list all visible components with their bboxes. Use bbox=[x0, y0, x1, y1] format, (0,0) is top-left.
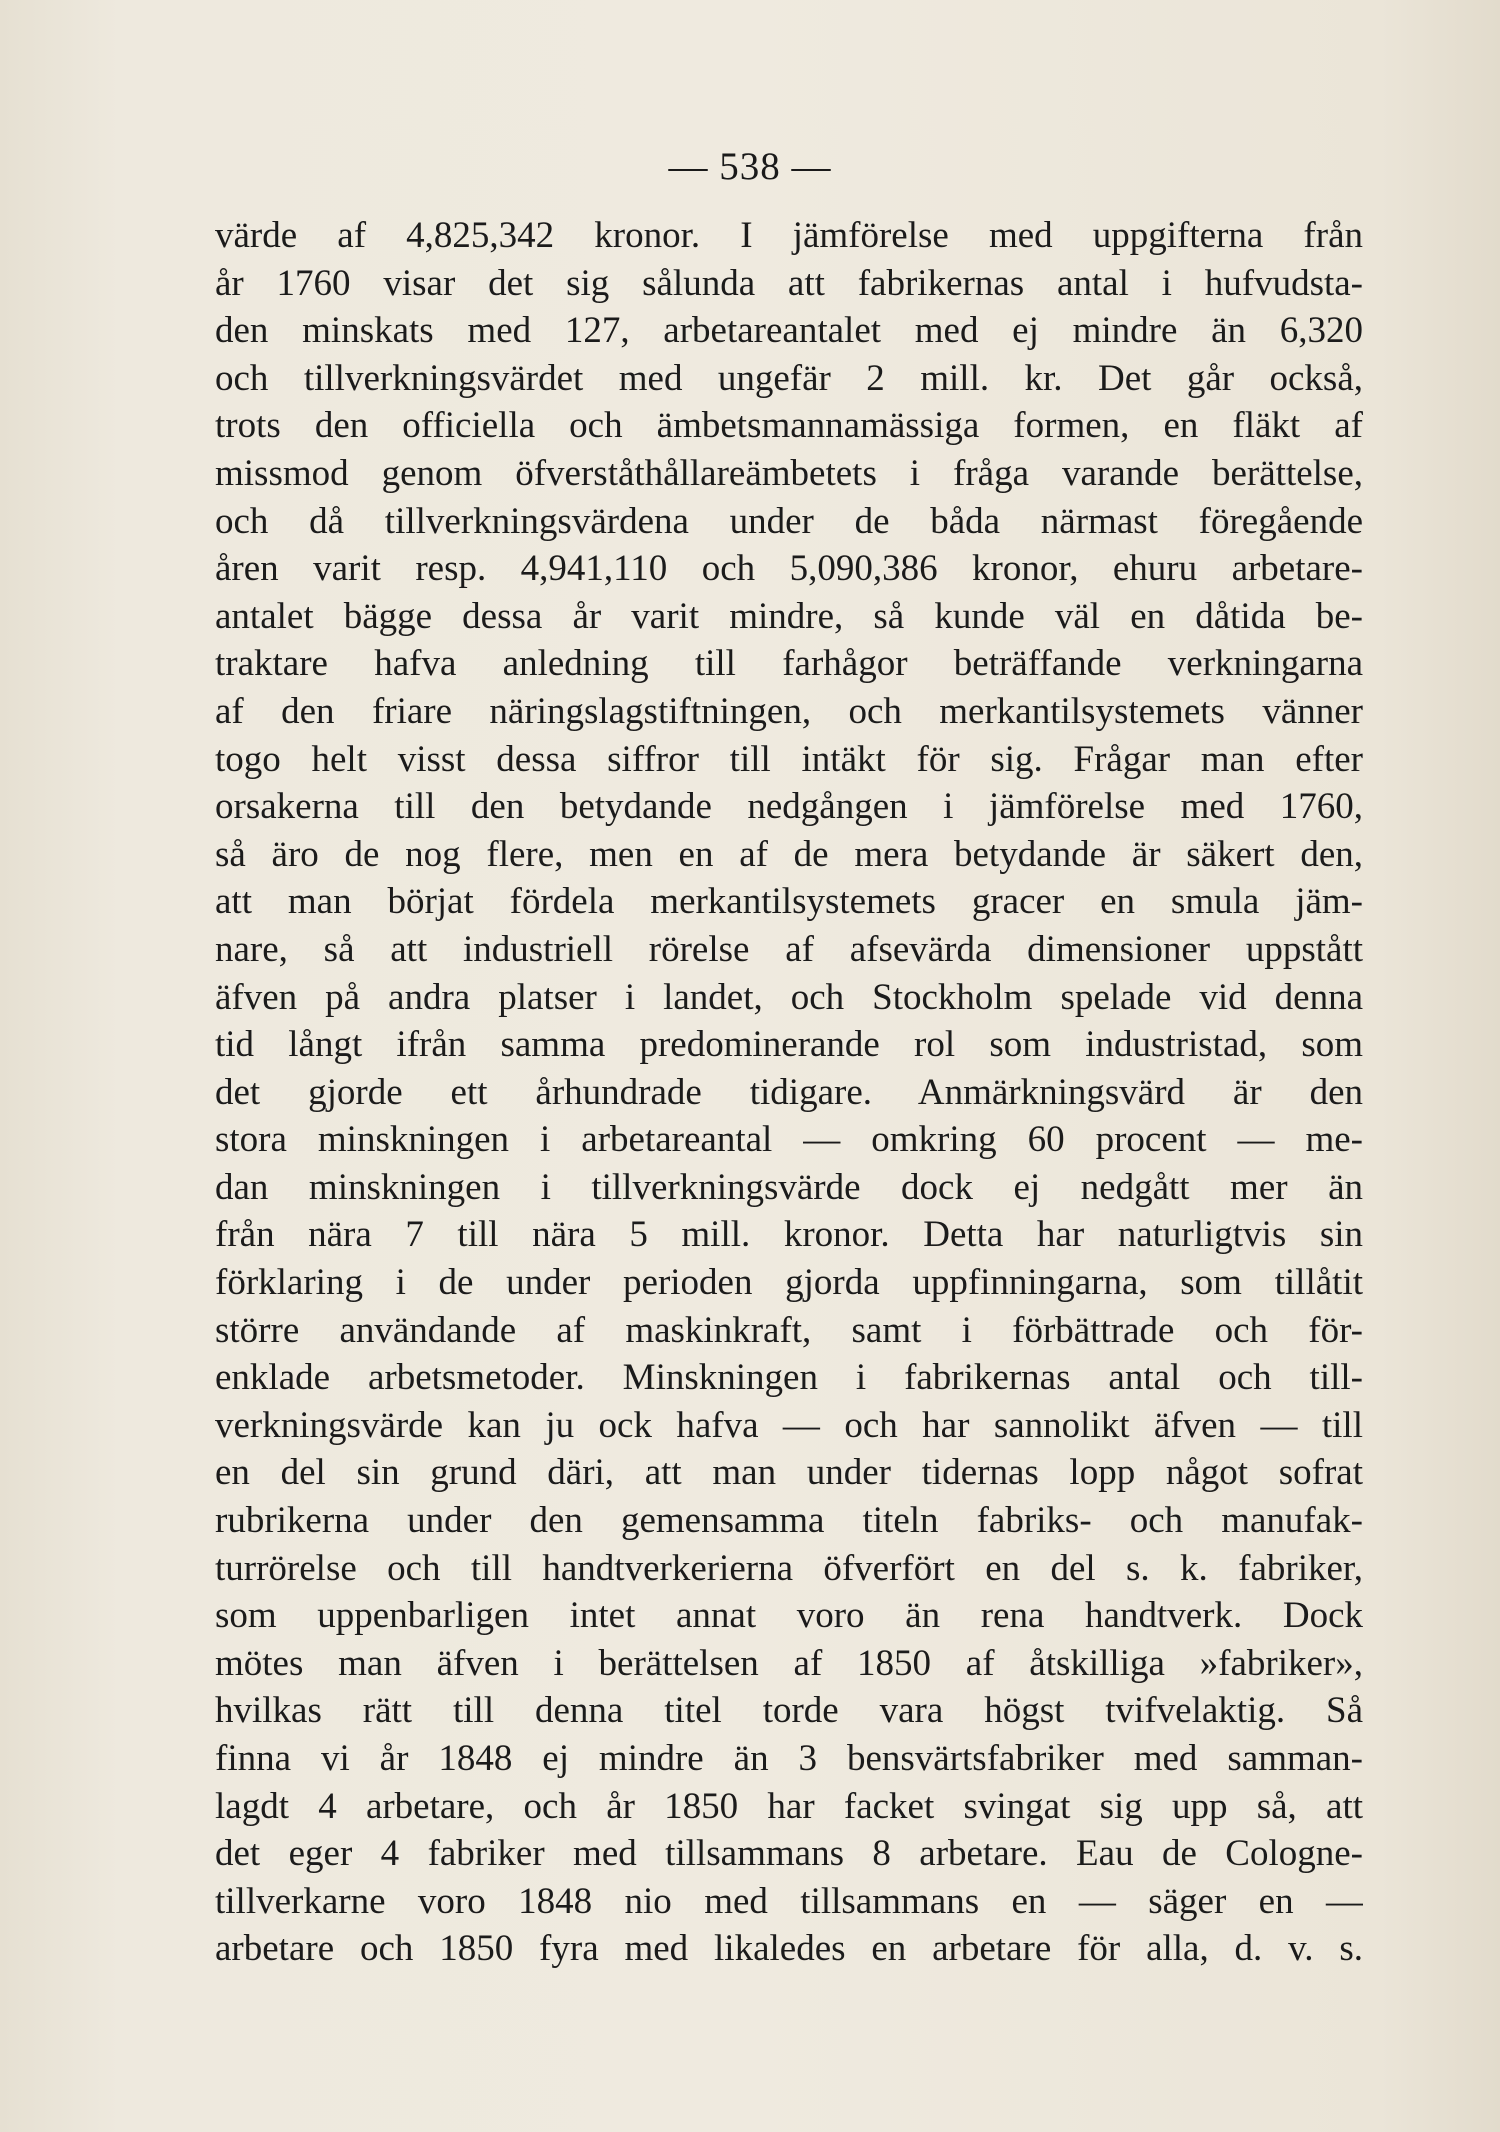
text-line: den minskats med 127, arbetareantalet med ej mindre än 6,320 bbox=[215, 310, 1363, 352]
text-line: förklaring i de under perioden gjorda uppfinningarna, som tillåtit bbox=[215, 1262, 1363, 1304]
text-line: nare, så att industriell rörelse af afsevärda dimensioner uppstått bbox=[215, 928, 1363, 970]
text-line: äfven på andra platser i landet, och Stockholm spelade vid denna bbox=[215, 976, 1363, 1018]
text-line: togo helt visst dessa siffror till intäkt för sig. Frågar man efter bbox=[215, 738, 1363, 780]
text-line: antalet bägge dessa år varit mindre, så kunde väl en dåtida be- bbox=[215, 595, 1363, 637]
text-line: lagdt 4 arbetare, och år 1850 har facket svingat sig upp så, att bbox=[215, 1785, 1363, 1827]
text-line: orsakerna till den betydande nedgången i jämförelse med 1760, bbox=[215, 786, 1363, 828]
text-line: missmod genom öfverståthållareämbetets i fråga varande berättelse, bbox=[215, 452, 1363, 494]
text-line: hvilkas rätt till denna titel torde vara högst tvifvelaktig. Så bbox=[215, 1690, 1363, 1732]
text-line: från nära 7 till nära 5 mill. kronor. Detta har naturligtvis sin bbox=[215, 1214, 1363, 1256]
text-line: en del sin grund däri, att man under tidernas lopp något sofrat bbox=[215, 1452, 1363, 1494]
text-line: dan minskningen i tillverkningsvärde dock ej nedgått mer än bbox=[215, 1166, 1363, 1208]
text-line: trots den officiella och ämbetsmannamässiga formen, en fläkt af bbox=[215, 405, 1363, 447]
text-line: traktare hafva anledning till farhågor beträffande verkningarna bbox=[215, 643, 1363, 685]
text-line: det eger 4 fabriker med tillsammans 8 arbetare. Eau de Cologne- bbox=[215, 1833, 1363, 1875]
page-number: — 538 — bbox=[668, 145, 832, 188]
text-line: enklade arbetsmetoder. Minskningen i fabrikernas antal och till- bbox=[215, 1357, 1363, 1399]
text-line: år 1760 visar det sig sålunda att fabrikernas antal i hufvudsta- bbox=[215, 262, 1363, 304]
text-line: mötes man äfven i berättelsen af 1850 af åtskilliga »fabriker», bbox=[215, 1642, 1363, 1684]
body-text bbox=[215, 212, 1363, 1973]
text-line: verkningsvärde kan ju ock hafva — och har sannolikt äfven — till bbox=[215, 1404, 1363, 1446]
text-line: det gjorde ett århundrade tidigare. Anmärkningsvärd är den bbox=[215, 1071, 1363, 1113]
text-line: åren varit resp. 4,941,110 och 5,090,386 kronor, ehuru arbetare- bbox=[215, 548, 1363, 590]
text-line: större användande af maskinkraft, samt i förbättrade och för- bbox=[215, 1309, 1363, 1351]
text-line: stora minskningen i arbetareantal — omkring 60 procent — me- bbox=[215, 1119, 1363, 1161]
text-line: arbetare och 1850 fyra med likaledes en arbetare för alla, d. v. s. bbox=[215, 1928, 1363, 1970]
text-line: värde af 4,825,342 kronor. I jämförelse med uppgifterna från bbox=[215, 215, 1363, 256]
text-line: så äro de nog flere, men en af de mera betydande är säkert den, bbox=[215, 833, 1363, 875]
text-line: och tillverkningsvärdet med ungefär 2 mill. kr. Det går också, bbox=[215, 357, 1363, 399]
text-line: af den friare näringslagstiftningen, och merkantilsystemets vänner bbox=[215, 690, 1363, 732]
text-line: finna vi år 1848 ej mindre än 3 bensvärtsfabriker med samman- bbox=[215, 1738, 1363, 1779]
text-line: tillverkarne voro 1848 nio med tillsammans en — säger en — bbox=[215, 1880, 1363, 1922]
text-line: som uppenbarligen intet annat voro än rena handtverk. Dock bbox=[215, 1595, 1363, 1637]
text-line: och då tillverkningsvärdena under de båda närmast föregående bbox=[215, 500, 1363, 542]
text-line: tid långt ifrån samma predominerande rol som industristad, som bbox=[215, 1024, 1363, 1066]
text-line: rubrikerna under den gemensamma titeln fabriks- och manufak- bbox=[215, 1500, 1363, 1542]
text-line: turrörelse och till handtverkerierna öfverfört en del s. k. fabriker, bbox=[215, 1547, 1363, 1589]
text-line: att man börjat fördela merkantilsystemets gracer en smula jäm- bbox=[215, 881, 1363, 923]
